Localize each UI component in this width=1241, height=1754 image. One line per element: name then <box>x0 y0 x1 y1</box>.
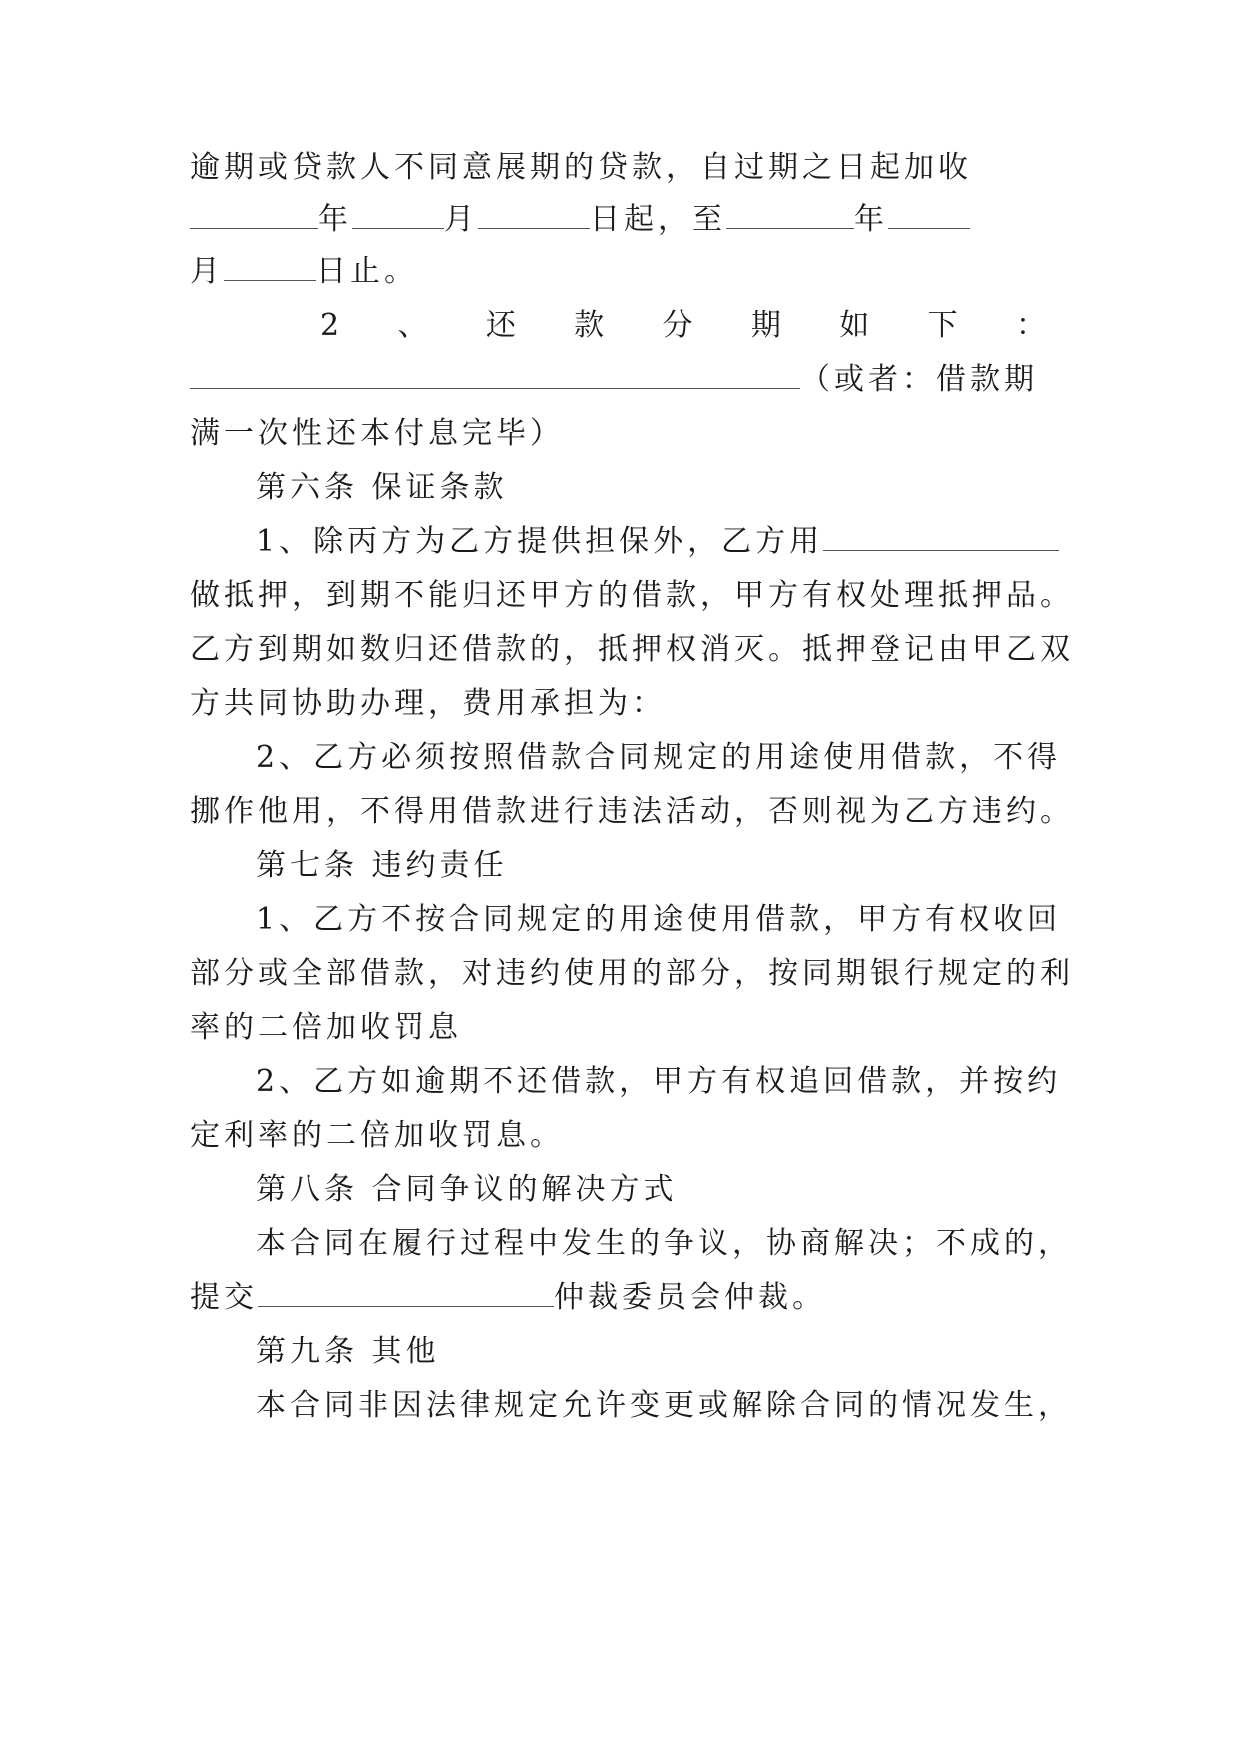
date-end-line <box>190 252 1050 292</box>
heading-char: 如 <box>839 308 874 343</box>
date-range-line <box>190 200 1050 240</box>
blank-field <box>224 256 316 281</box>
label-month: 月 <box>444 202 478 237</box>
repayment-heading <box>320 306 1050 346</box>
section-heading: 第六条 保证条款 <box>256 470 508 505</box>
text-line: 方共同协助办理，费用承担为： <box>190 686 666 721</box>
text-segment: 1、除丙方为乙方提供担保外，乙方用 <box>256 524 824 559</box>
text-line: 部分或全部借款，对违约使用的部分，按同期银行规定的利 <box>190 956 1074 991</box>
heading-char: 2 <box>320 308 344 343</box>
blank-field <box>258 1282 554 1307</box>
text-line: 逾期或贷款人不同意展期的贷款，自过期之日起加收 <box>190 150 972 185</box>
text-line: 乙方到期如数归还借款的，抵押权消灭。抵押登记由甲乙双 <box>190 632 1074 667</box>
text-segment: 提交 <box>190 1280 258 1315</box>
blank-field <box>823 526 1059 551</box>
section-heading: 第八条 合同争议的解决方式 <box>256 1172 678 1207</box>
blank-field <box>190 364 800 389</box>
label-day-end: 日止。 <box>316 254 418 289</box>
text-line: 率的二倍加收罚息 <box>190 1010 462 1045</box>
label-month: 月 <box>190 254 224 289</box>
label-day-from: 日起，至 <box>590 202 726 237</box>
clause-line: 2、乙方必须按照借款合同规定的用途使用借款，不得 <box>256 740 1062 775</box>
heading-char: 下 <box>927 308 962 343</box>
text-line: 定利率的二倍加收罚息。 <box>190 1118 564 1153</box>
heading-char: 还 <box>485 308 520 343</box>
blank-field <box>190 204 318 229</box>
section-heading: 第七条 违约责任 <box>256 848 508 883</box>
heading-char: 、 <box>397 308 432 343</box>
section-heading: 第九条 其他 <box>256 1334 440 1369</box>
clause-line <box>256 522 1050 562</box>
text-line: 做抵押，到期不能归还甲方的借款，甲方有权处理抵押品。 <box>190 578 1074 613</box>
heading-char: 分 <box>662 308 697 343</box>
blank-field <box>888 204 970 229</box>
heading-char: 款 <box>574 308 609 343</box>
repayment-blank-line <box>190 360 1050 400</box>
text-line: 满一次性还本付息完毕） <box>190 416 564 451</box>
clause-line: 本合同非因法律规定允许变更或解除合同的情况发生， <box>256 1388 1072 1423</box>
label-year: 年 <box>318 202 352 237</box>
heading-char: 期 <box>750 308 785 343</box>
blank-field <box>352 204 444 229</box>
clause-line: 1、乙方不按合同规定的用途使用借款，甲方有权收回 <box>256 902 1062 937</box>
heading-char: ： <box>1015 308 1050 343</box>
clause-line: 2、乙方如逾期不还借款，甲方有权追回借款，并按约 <box>256 1064 1062 1099</box>
blank-field <box>478 204 590 229</box>
arbitration-line <box>190 1278 1050 1318</box>
blank-field <box>726 204 854 229</box>
text-segment: （或者：借款期 <box>800 362 1038 397</box>
label-year: 年 <box>854 202 888 237</box>
text-line: 挪作他用，不得用借款进行违法活动，否则视为乙方违约。 <box>190 794 1074 829</box>
text-segment: 仲裁委员会仲裁。 <box>554 1280 826 1315</box>
clause-line: 本合同在履行过程中发生的争议，协商解决；不成的， <box>256 1226 1072 1261</box>
